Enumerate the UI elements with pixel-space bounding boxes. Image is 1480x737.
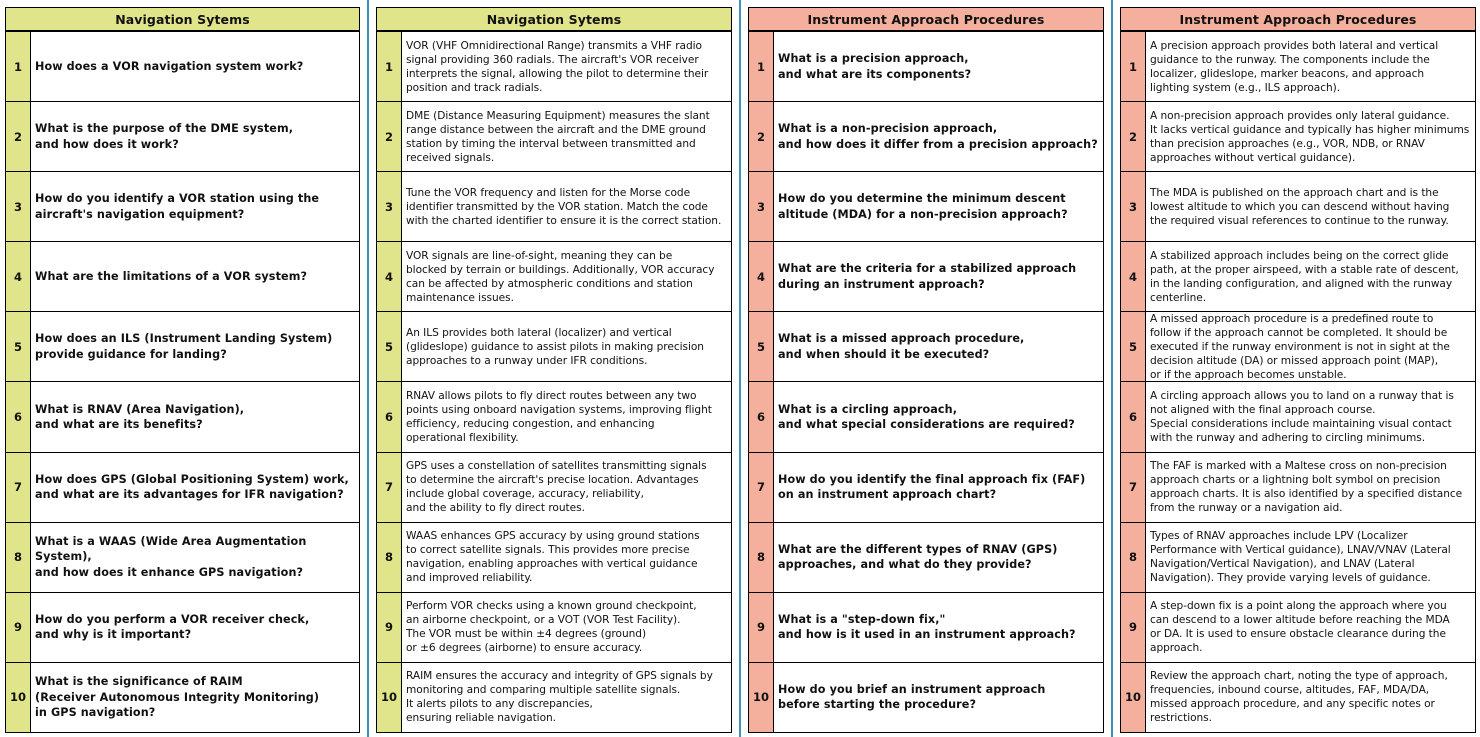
question-text: How does an ILS (Instrument Landing System) provide guidance for landing? [35,332,333,361]
row-number: 1 [377,32,402,101]
answer-row [1121,592,1475,662]
question-text: What are the criteria for a stabilized approach during an instrument approach? [778,262,1077,291]
answer-text: The MDA is published on the approach chart and is the lowest altitude to which you can descend without having the required visual references to continue to the runway. [1150,186,1450,227]
row-number: 2 [749,102,774,171]
question-row [6,311,359,381]
panel-title: Navigation Sytems [6,8,359,31]
question-text: What is a circling approach, and what special considerations are required? [778,402,1075,432]
row-number: 3 [1121,172,1146,241]
panel-title: Instrument Approach Procedures [749,8,1103,31]
question-row [6,592,359,662]
answer-text: A circling approach allows you to land on a runway that is not aligned with the final approach course. Special considerations include maintaining visual contact with the runway and adhering to circling minimums. [1150,390,1454,445]
question-text: How do you identify a VOR station using the aircraft's navigation equipment? [35,192,320,221]
row-number: 1 [1121,32,1146,101]
row-number: 8 [377,523,402,592]
question-text: How does GPS (Global Positioning System) work, and what are its advantages for IFR navigation? [35,472,349,502]
answer-row [377,171,731,241]
question-row [749,101,1103,171]
answer-text: RAIM ensures the accuracy and integrity of GPS signals by monitoring and comparing multiple satellite signals. It alerts pilots to any discrepancies, ensuring reliable navigation. [406,670,713,725]
answer-row [377,592,731,662]
row-number: 7 [377,453,402,522]
question-row [6,381,359,451]
answer-text: VOR (VHF Omnidirectional Range) transmits a VHF radio signal providing 360 radials. The aircraft's VOR receiver interprets the signal, allowing the pilot to determine their position and track radials. [406,39,709,94]
answer-text: DME (Distance Measuring Equipment) measures the slant range distance between the aircraft and the DME ground station by timing the interval between transmitted and received signals. [406,109,710,164]
row-number: 6 [377,382,402,451]
row-number: 10 [1121,663,1146,732]
row-number: 6 [1121,382,1146,451]
answer-text: The FAF is marked with a Maltese cross on non-precision approach charts or a lightning bolt symbol on precision approach charts. It is also identified by a specified distance from the runway or a navigation aid. [1150,460,1463,515]
row-number: 7 [1121,453,1146,522]
question-row [749,311,1103,381]
answer-text: GPS uses a constellation of satellites transmitting signals to determine the aircraft's precise location. Advantages include global coverage, accuracy, reliability, and the ability to fly direct routes. [406,460,707,515]
row-number: 1 [749,32,774,101]
question-row [6,662,359,732]
question-text: What is a WAAS (Wide Area Augmentation System), and how does it enhance GPS navigation? [35,534,307,579]
question-text: What is the purpose of the DME system, and how does it work? [35,122,294,151]
row-number: 4 [749,242,774,311]
row-number: 5 [1121,312,1146,381]
question-row [6,31,359,101]
row-number: 8 [749,523,774,592]
answer-row [1121,662,1475,732]
column-separator-3 [1111,0,1113,737]
row-number: 2 [1121,102,1146,171]
answer-text: Review the approach chart, noting the type of approach, frequencies, inbound course, altitudes, FAF, MDA/DA, missed approach procedure, and any specific notes or restrictions. [1150,670,1448,725]
answer-text: A precision approach provides both lateral and vertical guidance to the runway. The components include the localizer, glideslope, marker beacons, and approach lighting system (e.g., ILS approach). [1150,39,1439,94]
answer-text: A non-precision approach provides only lateral guidance. It lacks vertical guidance and typically has higher minimums than precision approaches (e.g., VOR, NDB, or RNAV approaches without vertical guidance). [1150,109,1470,164]
question-row [6,171,359,241]
question-text: What is a non-precision approach, and how does it differ from a precision approach? [778,122,1098,151]
question-row [749,522,1103,592]
answer-row [1121,241,1475,311]
question-text: What is RNAV (Area Navigation), and what are its benefits? [35,402,245,432]
question-row [749,381,1103,451]
question-text: How do you brief an instrument approach before starting the procedure? [778,682,1046,712]
answer-row [1121,522,1475,592]
panel-title: Navigation Sytems [377,8,731,31]
question-text: What are the limitations of a VOR system? [35,270,308,284]
answer-text: A step-down fix is a point along the approach where you can descend to a lower altitude before reaching the MDA or DA. It is used to ensure obstacle clearance during the approach. [1150,600,1450,655]
row-number: 9 [6,593,31,662]
answer-row [377,311,731,381]
answer-text: WAAS enhances GPS accuracy by using ground stations to correct satellite signals. This provides more precise navigation, enabling approaches with vertical guidance and improved reliability. [406,530,700,585]
panel-title: Instrument Approach Procedures [1121,8,1475,31]
question-text: How do you identify the final approach fix (FAF) on an instrument approach chart? [778,472,1086,502]
answer-text: A missed approach procedure is a predefined route to follow if the approach cannot be completed. It should be executed if the runway environment is not in sight at the decision altitude (DA) or missed approach point (MAP), or if the approach becomes unstable. [1150,312,1450,381]
approach-answers-panel [1120,7,1476,733]
answer-row [377,101,731,171]
row-number: 10 [749,663,774,732]
row-number: 5 [749,312,774,381]
row-number: 3 [6,172,31,241]
answer-row [377,381,731,451]
row-number: 5 [377,312,402,381]
question-text: What are the different types of RNAV (GPS) approaches, and what do they provide? [778,542,1058,572]
question-row [749,171,1103,241]
question-text: How does a VOR navigation system work? [35,59,304,73]
question-row [749,452,1103,522]
answer-text: Tune the VOR frequency and listen for the Morse code identifier transmitted by the VOR station. Match the code with the charted identifier to ensure it is the correct station. [406,186,722,227]
answer-row [377,662,731,732]
answer-row [1121,381,1475,451]
question-text: What is a missed approach procedure, and when should it be executed? [778,332,1025,361]
row-number: 5 [6,312,31,381]
row-number: 7 [749,453,774,522]
question-row [749,592,1103,662]
column-separator-1 [367,0,369,737]
row-number: 3 [749,172,774,241]
question-row [6,452,359,522]
question-row [6,522,359,592]
answer-row [1121,452,1475,522]
navigation-questions-panel [5,7,360,733]
row-number: 1 [6,32,31,101]
row-number: 10 [377,663,402,732]
row-number: 4 [377,242,402,311]
question-row [6,101,359,171]
answer-row [1121,311,1475,381]
question-text: How do you perform a VOR receiver check, and why is it important? [35,612,310,642]
question-row [749,241,1103,311]
row-number: 8 [6,523,31,592]
navigation-answers-panel [376,7,732,733]
column-separator-2 [739,0,741,737]
answer-row [377,522,731,592]
question-text: What is a precision approach, and what are its components? [778,52,972,81]
answer-row [1121,101,1475,171]
row-number: 10 [6,663,31,732]
answer-text: An ILS provides both lateral (localizer) and vertical (glideslope) guidance to assist pilots in making precision approaches to a runway under IFR conditions. [406,326,704,367]
answer-text: A stabilized approach includes being on the correct glide path, at the proper airspeed, with a stable rate of descent, in the landing configuration, and aligned with the runway centerline. [1150,249,1459,304]
question-text: How do you determine the minimum descent altitude (MDA) for a non-precision approach? [778,192,1068,221]
question-row [749,662,1103,732]
row-number: 9 [377,593,402,662]
row-number: 6 [6,382,31,451]
row-number: 7 [6,453,31,522]
question-text: What is the significance of RAIM (Receiver Autonomous Integrity Monitoring) in GPS navigation? [35,675,320,720]
answer-text: Types of RNAV approaches include LPV (Localizer Performance with Vertical guidance), LNAV/VNAV (Lateral Navigation/Vertical Navigation), and LNAV (Lateral Navigation). They provide varying levels of guidance. [1150,530,1451,585]
row-number: 2 [377,102,402,171]
answer-text: VOR signals are line-of-sight, meaning they can be blocked by terrain or buildings. Additionally, VOR accuracy can be affected by atmospheric conditions and station maintenance issues. [406,249,715,304]
row-number: 2 [6,102,31,171]
row-number: 4 [1121,242,1146,311]
row-number: 8 [1121,523,1146,592]
row-number: 9 [749,593,774,662]
approach-questions-panel [748,7,1104,733]
answer-text: Perform VOR checks using a known ground checkpoint, an airborne checkpoint, or a VOT (VOR Test Facility). The VOR must be within ±4 degrees (ground) or ±6 degrees (airborne) to ensure accuracy. [406,600,697,655]
answer-row [377,241,731,311]
answer-row [377,31,731,101]
question-text: What is a "step-down fix," and how is it used in an instrument approach? [778,612,1076,642]
answer-row [1121,31,1475,101]
answer-row [1121,171,1475,241]
question-row [6,241,359,311]
row-number: 9 [1121,593,1146,662]
answer-text: RNAV allows pilots to fly direct routes between any two points using onboard navigation systems, improving flight efficiency, reducing congestion, and enhancing operational flexibility. [406,390,712,445]
row-number: 3 [377,172,402,241]
question-row [749,31,1103,101]
row-number: 6 [749,382,774,451]
answer-row [377,452,731,522]
row-number: 4 [6,242,31,311]
